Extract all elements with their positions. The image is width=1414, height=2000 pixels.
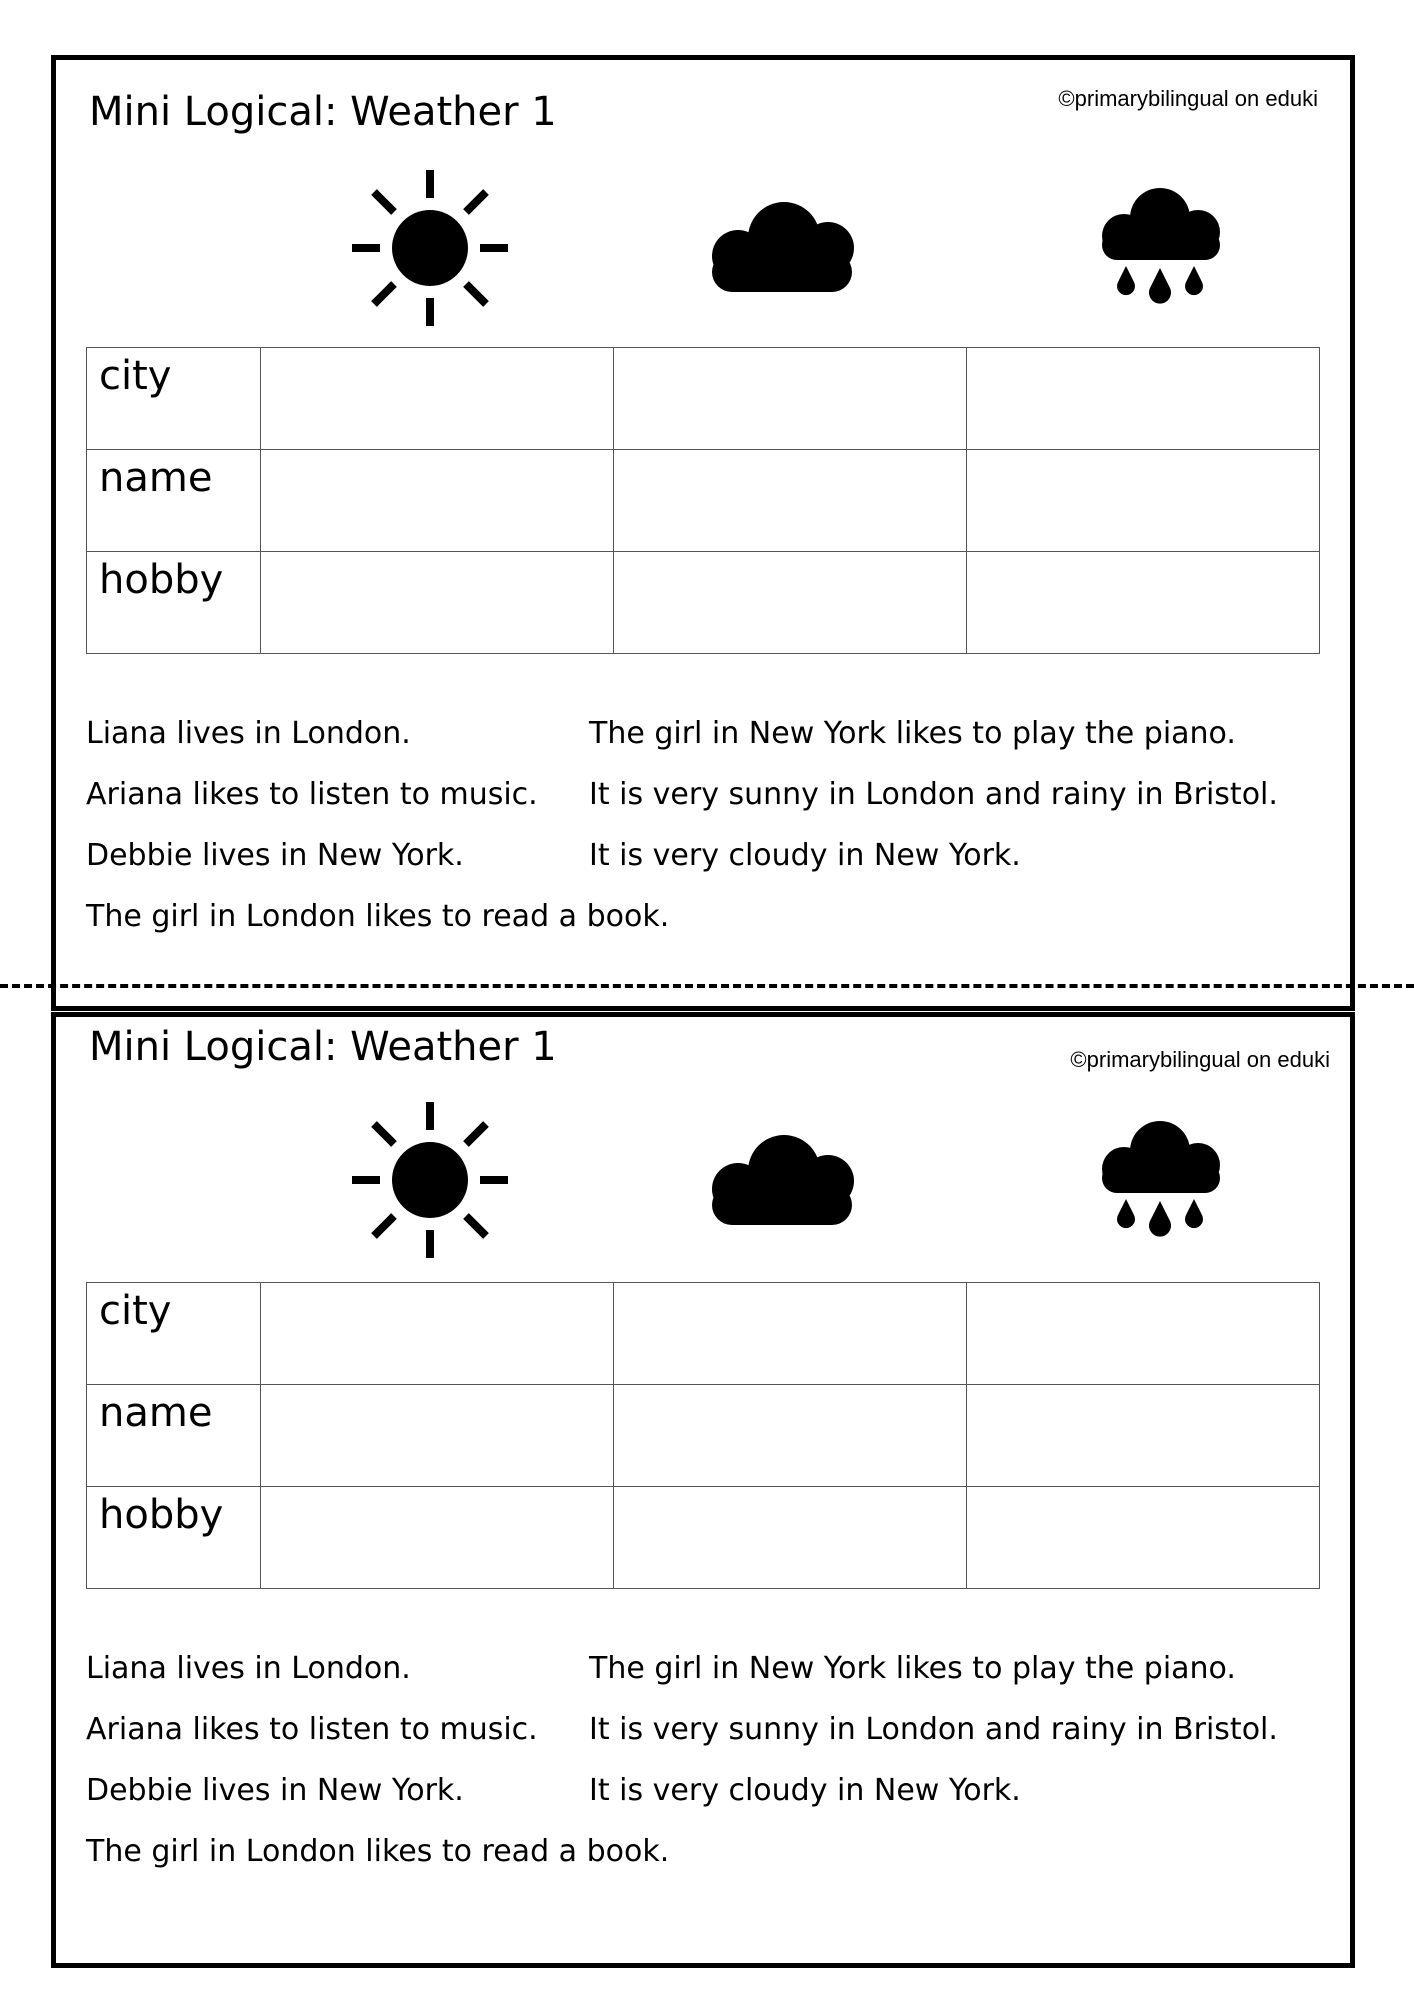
worksheet-title: Mini Logical: Weather 1: [89, 89, 557, 135]
clue-text: Ariana likes to listen to music.: [86, 1712, 538, 1747]
clue-text: Ariana likes to listen to music.: [86, 777, 538, 812]
sun-icon: [350, 168, 510, 328]
clue-text: Liana lives in London.: [86, 716, 411, 751]
row-label-city: city: [87, 348, 261, 450]
copyright-notice: ©primarybilingual on eduki: [1070, 1047, 1330, 1072]
row-label-city: city: [87, 1283, 261, 1385]
clue-text: Debbie lives in New York.: [86, 838, 464, 873]
clue-text: Liana lives in London.: [86, 1651, 411, 1686]
grid-row-city: [87, 1283, 1320, 1385]
clue-text: Debbie lives in New York.: [86, 1773, 464, 1808]
answer-cell[interactable]: [261, 1385, 614, 1487]
logic-grid: [86, 1282, 1320, 1589]
answer-cell[interactable]: [614, 1487, 967, 1589]
grid-row-name: [87, 1385, 1320, 1487]
answer-cell[interactable]: [967, 348, 1320, 450]
grid-row-name: [87, 450, 1320, 552]
row-label-hobby: hobby: [87, 1487, 261, 1589]
answer-cell[interactable]: [261, 1487, 614, 1589]
answer-cell[interactable]: [614, 348, 967, 450]
row-label-hobby: hobby: [87, 552, 261, 654]
worksheet-card-top: [51, 55, 1355, 1011]
rain-cloud-icon: [1096, 1119, 1226, 1245]
rain-cloud-icon: [1096, 186, 1226, 312]
answer-cell[interactable]: [967, 450, 1320, 552]
row-label-name: name: [87, 450, 261, 552]
sun-icon: [350, 1100, 510, 1260]
answer-cell[interactable]: [614, 1385, 967, 1487]
clue-text: The girl in London likes to read a book.: [86, 1834, 670, 1869]
cloud-icon: [704, 1133, 860, 1227]
grid-row-hobby: [87, 552, 1320, 654]
clue-text: It is very cloudy in New York.: [589, 1773, 1021, 1808]
grid-row-city: [87, 348, 1320, 450]
clue-text: It is very sunny in London and rainy in Bristol.: [589, 777, 1278, 812]
answer-cell[interactable]: [261, 348, 614, 450]
logic-grid: [86, 347, 1320, 654]
answer-cell[interactable]: [967, 1385, 1320, 1487]
clue-text: The girl in New York likes to play the piano.: [589, 1651, 1236, 1686]
clue-text: The girl in New York likes to play the piano.: [589, 716, 1236, 751]
clue-text: It is very sunny in London and rainy in Bristol.: [589, 1712, 1278, 1747]
answer-cell[interactable]: [614, 552, 967, 654]
worksheet-title: Mini Logical: Weather 1: [89, 1024, 557, 1070]
answer-cell[interactable]: [261, 552, 614, 654]
row-label-name: name: [87, 1385, 261, 1487]
clue-text: The girl in London likes to read a book.: [86, 899, 670, 934]
answer-cell[interactable]: [967, 552, 1320, 654]
answer-cell[interactable]: [614, 1283, 967, 1385]
cloud-icon: [704, 200, 860, 294]
clue-text: It is very cloudy in New York.: [589, 838, 1021, 873]
answer-cell[interactable]: [967, 1487, 1320, 1589]
grid-row-hobby: [87, 1487, 1320, 1589]
answer-cell[interactable]: [261, 450, 614, 552]
answer-cell[interactable]: [614, 450, 967, 552]
answer-cell[interactable]: [261, 1283, 614, 1385]
copyright-notice: ©primarybilingual on eduki: [1058, 86, 1318, 111]
dashed-cut-line: [0, 984, 1414, 988]
worksheet-card-bottom: [51, 1012, 1355, 1968]
answer-cell[interactable]: [967, 1283, 1320, 1385]
